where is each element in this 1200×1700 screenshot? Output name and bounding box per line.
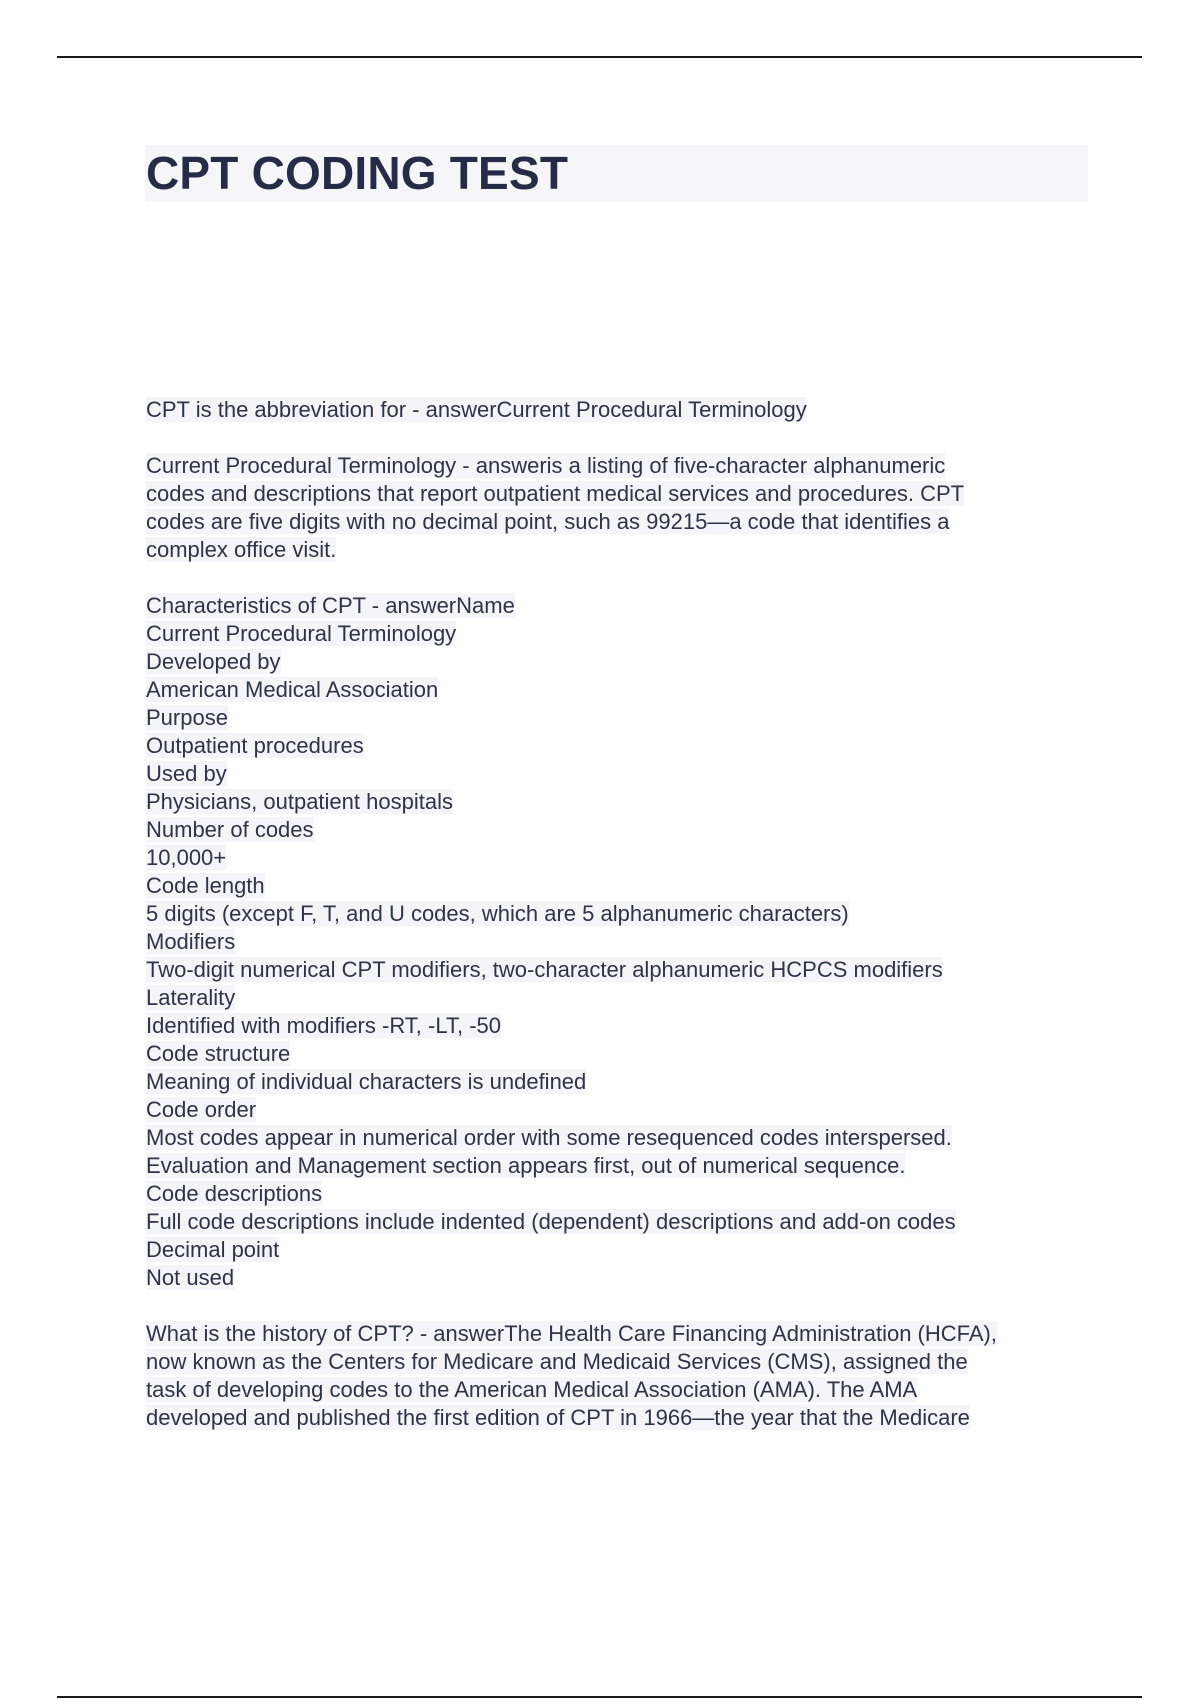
paragraph [146,592,1106,1292]
line-wrapper [146,984,1106,1012]
line-wrapper [146,816,1106,844]
line-wrapper [146,872,1106,900]
line-wrapper [146,396,1106,424]
text-line: What is the history of CPT? - answerThe Health Care Financing Administration (HCFA), [146,1321,997,1346]
text-line: Physicians, outpatient hospitals [146,789,453,814]
text-line: 10,000+ [146,845,227,870]
text-line: Current Procedural Terminology [146,621,457,646]
text-line: codes are five digits with no decimal point, such as 99215—a code that identifies a [146,509,950,534]
text-line: Evaluation and Management section appears first, out of numerical sequence. [146,1153,906,1178]
bottom-divider [57,1696,1142,1698]
text-line: Meaning of individual characters is undefined [146,1069,587,1094]
line-wrapper [146,1180,1106,1208]
line-wrapper [146,676,1106,704]
line-wrapper [146,900,1106,928]
paragraph [146,452,1106,564]
line-wrapper [146,648,1106,676]
line-wrapper [146,1068,1106,1096]
text-line: codes and descriptions that report outpatient medical services and procedures. CPT [146,481,965,506]
line-wrapper [146,1208,1106,1236]
paragraph [146,1320,1106,1432]
line-wrapper [146,956,1106,984]
text-line: complex office visit. [146,537,337,562]
text-line: Characteristics of CPT - answerName [146,593,515,618]
line-wrapper [146,704,1106,732]
line-wrapper [146,1040,1106,1068]
line-wrapper [146,480,1106,508]
line-wrapper [146,732,1106,760]
text-line: Code order [146,1097,257,1122]
line-wrapper [146,508,1106,536]
line-wrapper [146,788,1106,816]
text-line: task of developing codes to the American Medical Association (AMA). The AMA [146,1377,918,1402]
text-line: Used by [146,761,227,786]
document-body [146,396,1106,1460]
line-wrapper [146,844,1106,872]
line-wrapper [146,620,1106,648]
text-line: now known as the Centers for Medicare and Medicaid Services (CMS), assigned the [146,1349,968,1374]
text-line: Code structure [146,1041,291,1066]
text-line: Purpose [146,705,228,730]
text-line: Decimal point [146,1237,280,1262]
text-line: Not used [146,1265,235,1290]
text-line: developed and published the first edition of CPT in 1966—the year that the Medicare [146,1405,970,1430]
line-wrapper [146,1320,1106,1348]
line-wrapper [146,1348,1106,1376]
line-wrapper [146,1236,1106,1264]
line-wrapper [146,1264,1106,1292]
text-line: Identified with modifiers -RT, -LT, -50 [146,1013,501,1038]
top-divider [57,56,1142,58]
text-line: Developed by [146,649,281,674]
line-wrapper [146,928,1106,956]
text-line: Code descriptions [146,1181,323,1206]
text-line: Modifiers [146,929,236,954]
line-wrapper [146,1012,1106,1040]
text-line: Most codes appear in numerical order with some resequenced codes interspersed. [146,1125,952,1150]
text-line: Laterality [146,985,236,1010]
text-line: Number of codes [146,817,314,842]
line-wrapper [146,592,1106,620]
line-wrapper [146,452,1106,480]
text-line: Outpatient procedures [146,733,364,758]
text-line: Full code descriptions include indented (dependent) descriptions and add-on codes [146,1209,956,1234]
text-line: Two-digit numerical CPT modifiers, two-character alphanumeric HCPCS modifiers [146,957,943,982]
paragraph [146,396,1106,424]
text-line: American Medical Association [146,677,439,702]
line-wrapper [146,1124,1106,1152]
text-line: 5 digits (except F, T, and U codes, which are 5 alphanumeric characters) [146,901,849,926]
text-line: Code length [146,873,265,898]
line-wrapper [146,1096,1106,1124]
text-line: CPT is the abbreviation for - answerCurrent Procedural Terminology [146,397,807,422]
line-wrapper [146,1404,1106,1432]
line-wrapper [146,1376,1106,1404]
line-wrapper [146,536,1106,564]
text-line: Current Procedural Terminology - answeris a listing of five-character alphanumeric [146,453,946,478]
line-wrapper [146,1152,1106,1180]
line-wrapper [146,760,1106,788]
document-title: CPT CODING TEST [146,147,569,199]
